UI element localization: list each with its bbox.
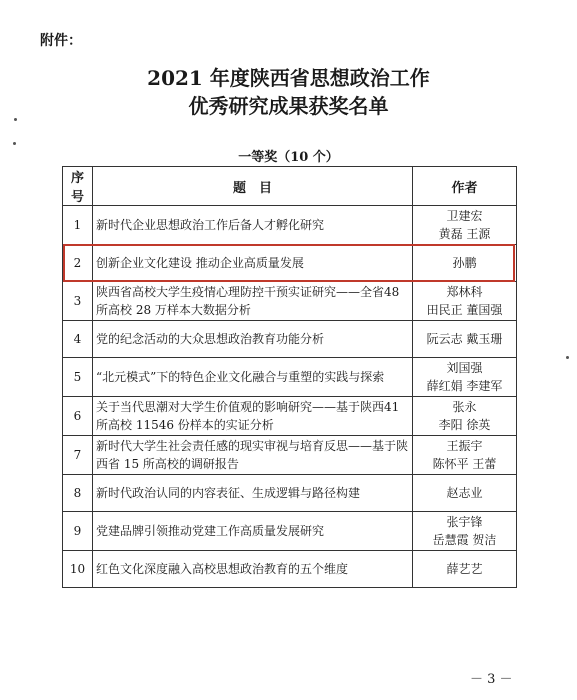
author-line: 田民正 董国强 [426, 303, 503, 317]
row-topic: 新时代政治认同的内容表征、生成逻辑与路径构建 [93, 475, 413, 512]
scan-speck [566, 356, 569, 359]
row-authors [413, 321, 517, 358]
row-number: 10 [63, 551, 93, 588]
author-line: 郑林科 [446, 285, 483, 299]
author-line: 孙鹏 [452, 256, 477, 270]
table-row [63, 282, 517, 321]
row-topic: 关于当代思潮对大学生价值观的影响研究——基于陕西41 所高校 11546 份样本的实证分析 [93, 397, 413, 436]
author-line: 阮云志 戴玉珊 [426, 332, 503, 346]
author-line: 岳慧霞 贺洁 [432, 533, 497, 547]
row-authors [413, 358, 517, 397]
table-row [63, 436, 517, 475]
column-header-number: 序号 [63, 167, 93, 206]
row-topic: 创新企业文化建设 推动企业高质量发展 [93, 245, 413, 282]
author-line: 赵志业 [446, 486, 483, 500]
row-topic: 新时代企业思想政治工作后备人才孵化研究 [93, 206, 413, 245]
author-line: 卫建宏 [446, 209, 483, 223]
row-number: 9 [63, 512, 93, 551]
row-topic: 新时代大学生社会责任感的现实审视与培育反思——基于陕西省 15 所高校的调研报告 [93, 436, 413, 475]
row-topic: 红色文化深度融入高校思想政治教育的五个维度 [93, 551, 413, 588]
row-number: 3 [63, 282, 93, 321]
author-line: 张永 [452, 400, 477, 414]
column-header-topic: 题 目 [93, 167, 413, 206]
row-authors [413, 512, 517, 551]
author-line: 李阳 徐英 [438, 418, 491, 432]
row-authors [413, 206, 517, 245]
author-line: 张宇锋 [446, 515, 483, 529]
author-line: 黄磊 王源 [438, 227, 491, 241]
row-number: 4 [63, 321, 93, 358]
row-topic: 党建品牌引领推动党建工作高质量发展研究 [93, 512, 413, 551]
author-line: 王振宇 [446, 439, 483, 453]
row-authors [413, 436, 517, 475]
row-number: 1 [63, 206, 93, 245]
row-authors [413, 475, 517, 512]
document-title-line1: 2021 年度陕西省思想政治工作 [147, 66, 430, 90]
award-table [62, 166, 517, 588]
author-line: 陈怀平 王蕾 [432, 457, 497, 471]
row-topic: 党的纪念活动的大众思想政治教育功能分析 [93, 321, 413, 358]
row-authors [413, 551, 517, 588]
row-number: 5 [63, 358, 93, 397]
table-row [63, 206, 517, 245]
column-header-authors: 作者 [413, 167, 517, 206]
table-row [63, 358, 517, 397]
row-number: 2 [63, 245, 93, 282]
row-topic: “北元模式”下的特色企业文化融合与重塑的实践与探索 [93, 358, 413, 397]
table-row [63, 512, 517, 551]
row-authors [413, 282, 517, 321]
author-line: 薛艺艺 [446, 562, 483, 576]
page-number: － 3 － [470, 672, 513, 687]
row-number: 7 [63, 436, 93, 475]
attachment-label: 附件： [40, 33, 82, 49]
row-authors [413, 397, 517, 436]
table-row [63, 397, 517, 436]
prize-level-heading: 一等奖（10 个） [238, 150, 339, 165]
highlight-box-row-2 [63, 244, 515, 282]
table-row [63, 321, 517, 358]
scan-speck [13, 142, 16, 145]
table-header-row [63, 167, 517, 206]
table-row [63, 475, 517, 512]
table-row [63, 551, 517, 588]
row-number: 6 [63, 397, 93, 436]
author-line: 刘国强 [446, 361, 483, 375]
row-number: 8 [63, 475, 93, 512]
row-topic: 陕西省高校大学生疫情心理防控干预实证研究——全省48 所高校 28 万样本大数据分析 [93, 282, 413, 321]
document-title-line2: 优秀研究成果获奖名单 [188, 94, 389, 118]
author-line: 薛红娟 李建军 [426, 379, 503, 393]
